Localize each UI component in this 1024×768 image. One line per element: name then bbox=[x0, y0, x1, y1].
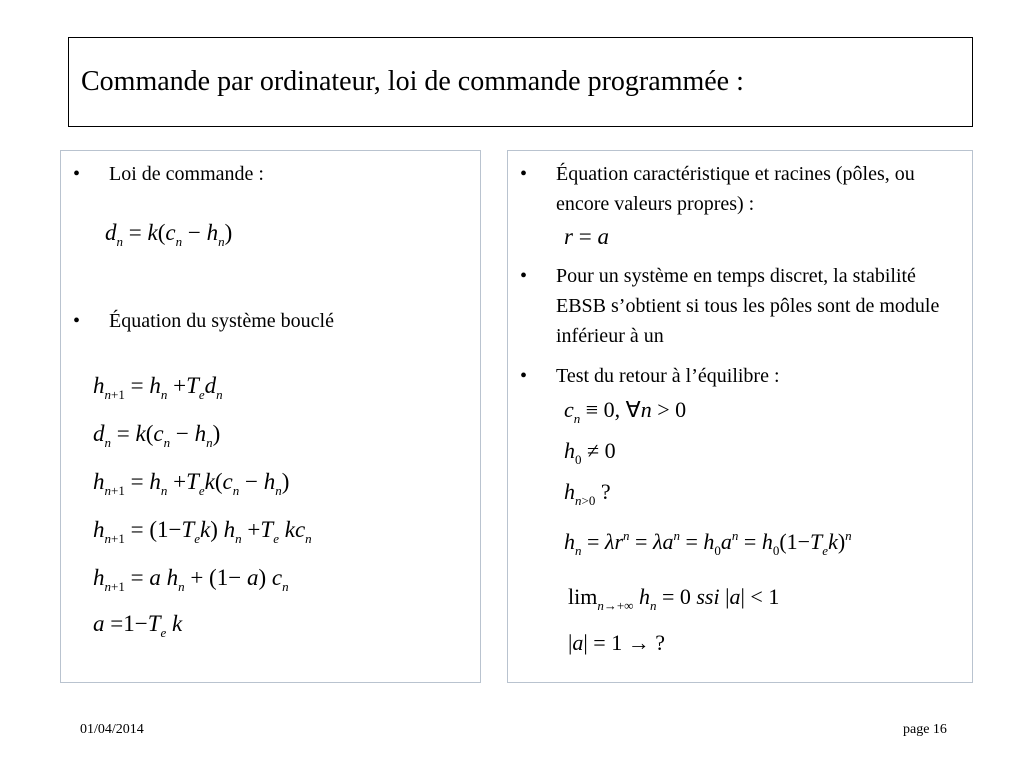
equation-line-3: $h_{n+1} = h_n +T_ek(c_n - h_n)$ bbox=[93, 469, 290, 498]
test-line-3: $h_{n>0}$ ? bbox=[564, 479, 611, 508]
equation-line-6: $a =1-T_e$ k bbox=[93, 611, 183, 640]
bullet-dot: • bbox=[73, 163, 81, 185]
right-panel bbox=[507, 150, 973, 683]
control-law-equation: $d_n = k(c_n - h_n)$ bbox=[105, 220, 233, 249]
test-line-6: |a| = 1 → ? bbox=[568, 630, 665, 655]
test-line-1: $c_n \equiv 0$, ∀n > 0 bbox=[564, 397, 687, 426]
bullet-text: Équation du système bouclé bbox=[109, 310, 334, 332]
bullet-stability bbox=[520, 261, 960, 351]
title-box bbox=[68, 37, 973, 127]
bullet-dot: • bbox=[520, 163, 528, 185]
bullet-dot: • bbox=[520, 365, 528, 387]
bullet-equilibrium-test bbox=[520, 361, 960, 391]
equation-line-1: $h_{n+1} = h_n +T_ed_n$ bbox=[93, 373, 223, 402]
equation-line-2: $d_n = k(c_n - h_n)$ bbox=[93, 421, 221, 450]
bullet-text: Test du retour à l’équilibre : bbox=[556, 365, 780, 387]
bullet-text: Pour un système en temps discret, la stabilité EBSB s’obtient si tous les pôles sont de module inférieur à un bbox=[556, 265, 940, 347]
test-line-2: $h_0 \ne 0$ bbox=[564, 438, 616, 467]
test-line-5: $\lim_{n\to+\infty} h_n = 0$ ssi |a| < 1 bbox=[568, 584, 780, 613]
bullet-control-law bbox=[73, 159, 463, 189]
bullet-text: Équation caractéristique et racines (pôles, ou encore valeurs propres) : bbox=[556, 163, 915, 215]
bullet-characteristic-equation bbox=[520, 159, 960, 219]
test-line-4: $h_n = \lambda r^n = \lambda a^n = h_0a^n = h_0(1-T_ek)^n$ bbox=[564, 528, 852, 558]
equation-line-5: $h_{n+1} = a$ $h_n + (1- a)$ $c_n$ bbox=[93, 565, 289, 594]
left-panel bbox=[60, 150, 481, 683]
slide-title: Commande par ordinateur, loi de commande programmée : bbox=[81, 66, 744, 97]
bullet-dot: • bbox=[520, 265, 528, 287]
bullet-closed-loop bbox=[73, 306, 463, 336]
pole-equation: r = a bbox=[564, 224, 609, 249]
equation-line-4: $h_{n+1} = (1-T_ek)$ $h_n +T_e$ $kc_n$ bbox=[93, 517, 312, 546]
footer-page-number: page 16 bbox=[903, 722, 947, 737]
footer-date: 01/04/2014 bbox=[80, 722, 144, 737]
bullet-dot: • bbox=[73, 310, 81, 332]
bullet-text: Loi de commande : bbox=[109, 163, 264, 185]
